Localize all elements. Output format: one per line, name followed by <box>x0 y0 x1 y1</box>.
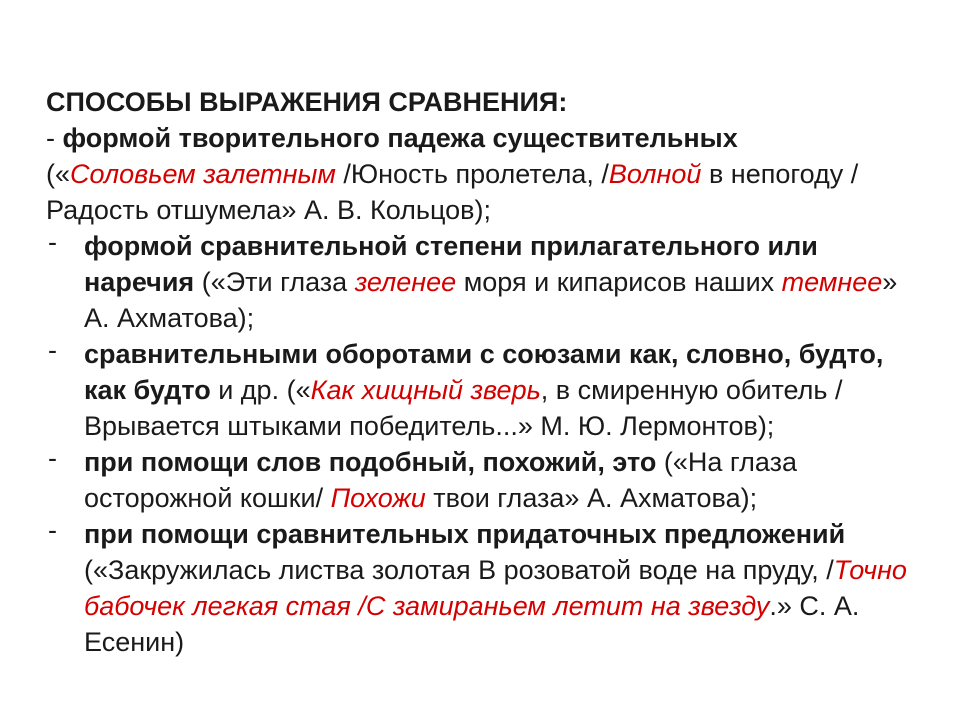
method-item-instrumental <box>46 120 926 228</box>
list-dash: - <box>48 515 57 545</box>
example-text: /Юность пролетела, / <box>335 159 609 189</box>
example-text: («Эти глаза <box>194 267 355 297</box>
example-highlight: Точно бабочек легкая стая /С замираньем летит на звезду <box>84 555 907 621</box>
example-text: твои глаза» А. Ахматова); <box>425 483 758 513</box>
slide-title: СПОСОБЫ ВЫРАЖЕНИЯ СРАВНЕНИЯ: <box>46 87 568 117</box>
method-name: сравнительными оборотами с союзами как, словно, будто, как будто <box>84 339 884 405</box>
slide-content <box>46 84 926 660</box>
example-text: моря и кипарисов наших <box>456 267 782 297</box>
methods-list <box>46 228 926 660</box>
method-item-similarity-words <box>46 444 926 516</box>
method-item-comparative-phrases <box>46 336 926 444</box>
example-highlight: Как хищный зверь <box>310 375 541 405</box>
example-text: в непогоду /Радость отшумела» А. В. Кольцов); <box>46 159 859 225</box>
item-dash: - <box>46 123 55 153</box>
example-text: и др. (« <box>210 375 311 405</box>
example-highlight: Похожи <box>330 483 426 513</box>
example-highlight: Волной <box>608 159 702 189</box>
list-dash: - <box>48 227 57 257</box>
example-text: («На глаза осторожной кошки/ <box>84 447 797 513</box>
example-highlight: темнее <box>781 267 883 297</box>
example-highlight: зеленее <box>354 267 457 297</box>
list-dash: - <box>48 443 57 473</box>
example-text: » А. Ахматова); <box>84 267 898 333</box>
method-name: формой сравнительной степени прилагательного или наречия <box>84 231 818 297</box>
example-text: («Закружилась листва золотая В розоватой воде на пруду, / <box>84 555 834 585</box>
example-text: , в смиренную обитель / Врывается штыками победитель...» М. Ю. Лермонтов); <box>84 375 843 441</box>
method-name: при помощи слов подобный, похожий, это <box>84 447 657 477</box>
method-item-comparative-degree <box>46 228 926 336</box>
method-item-subordinate-clauses <box>46 516 926 660</box>
example-text: .» С. А. Есенин) <box>84 591 860 657</box>
method-name: формой творительного падежа существительных <box>62 123 738 153</box>
example-text: (« <box>46 159 71 189</box>
example-highlight: Соловьем залетным <box>70 159 336 189</box>
list-dash: - <box>48 335 57 365</box>
method-name: при помощи сравнительных придаточных предложений <box>84 519 846 549</box>
